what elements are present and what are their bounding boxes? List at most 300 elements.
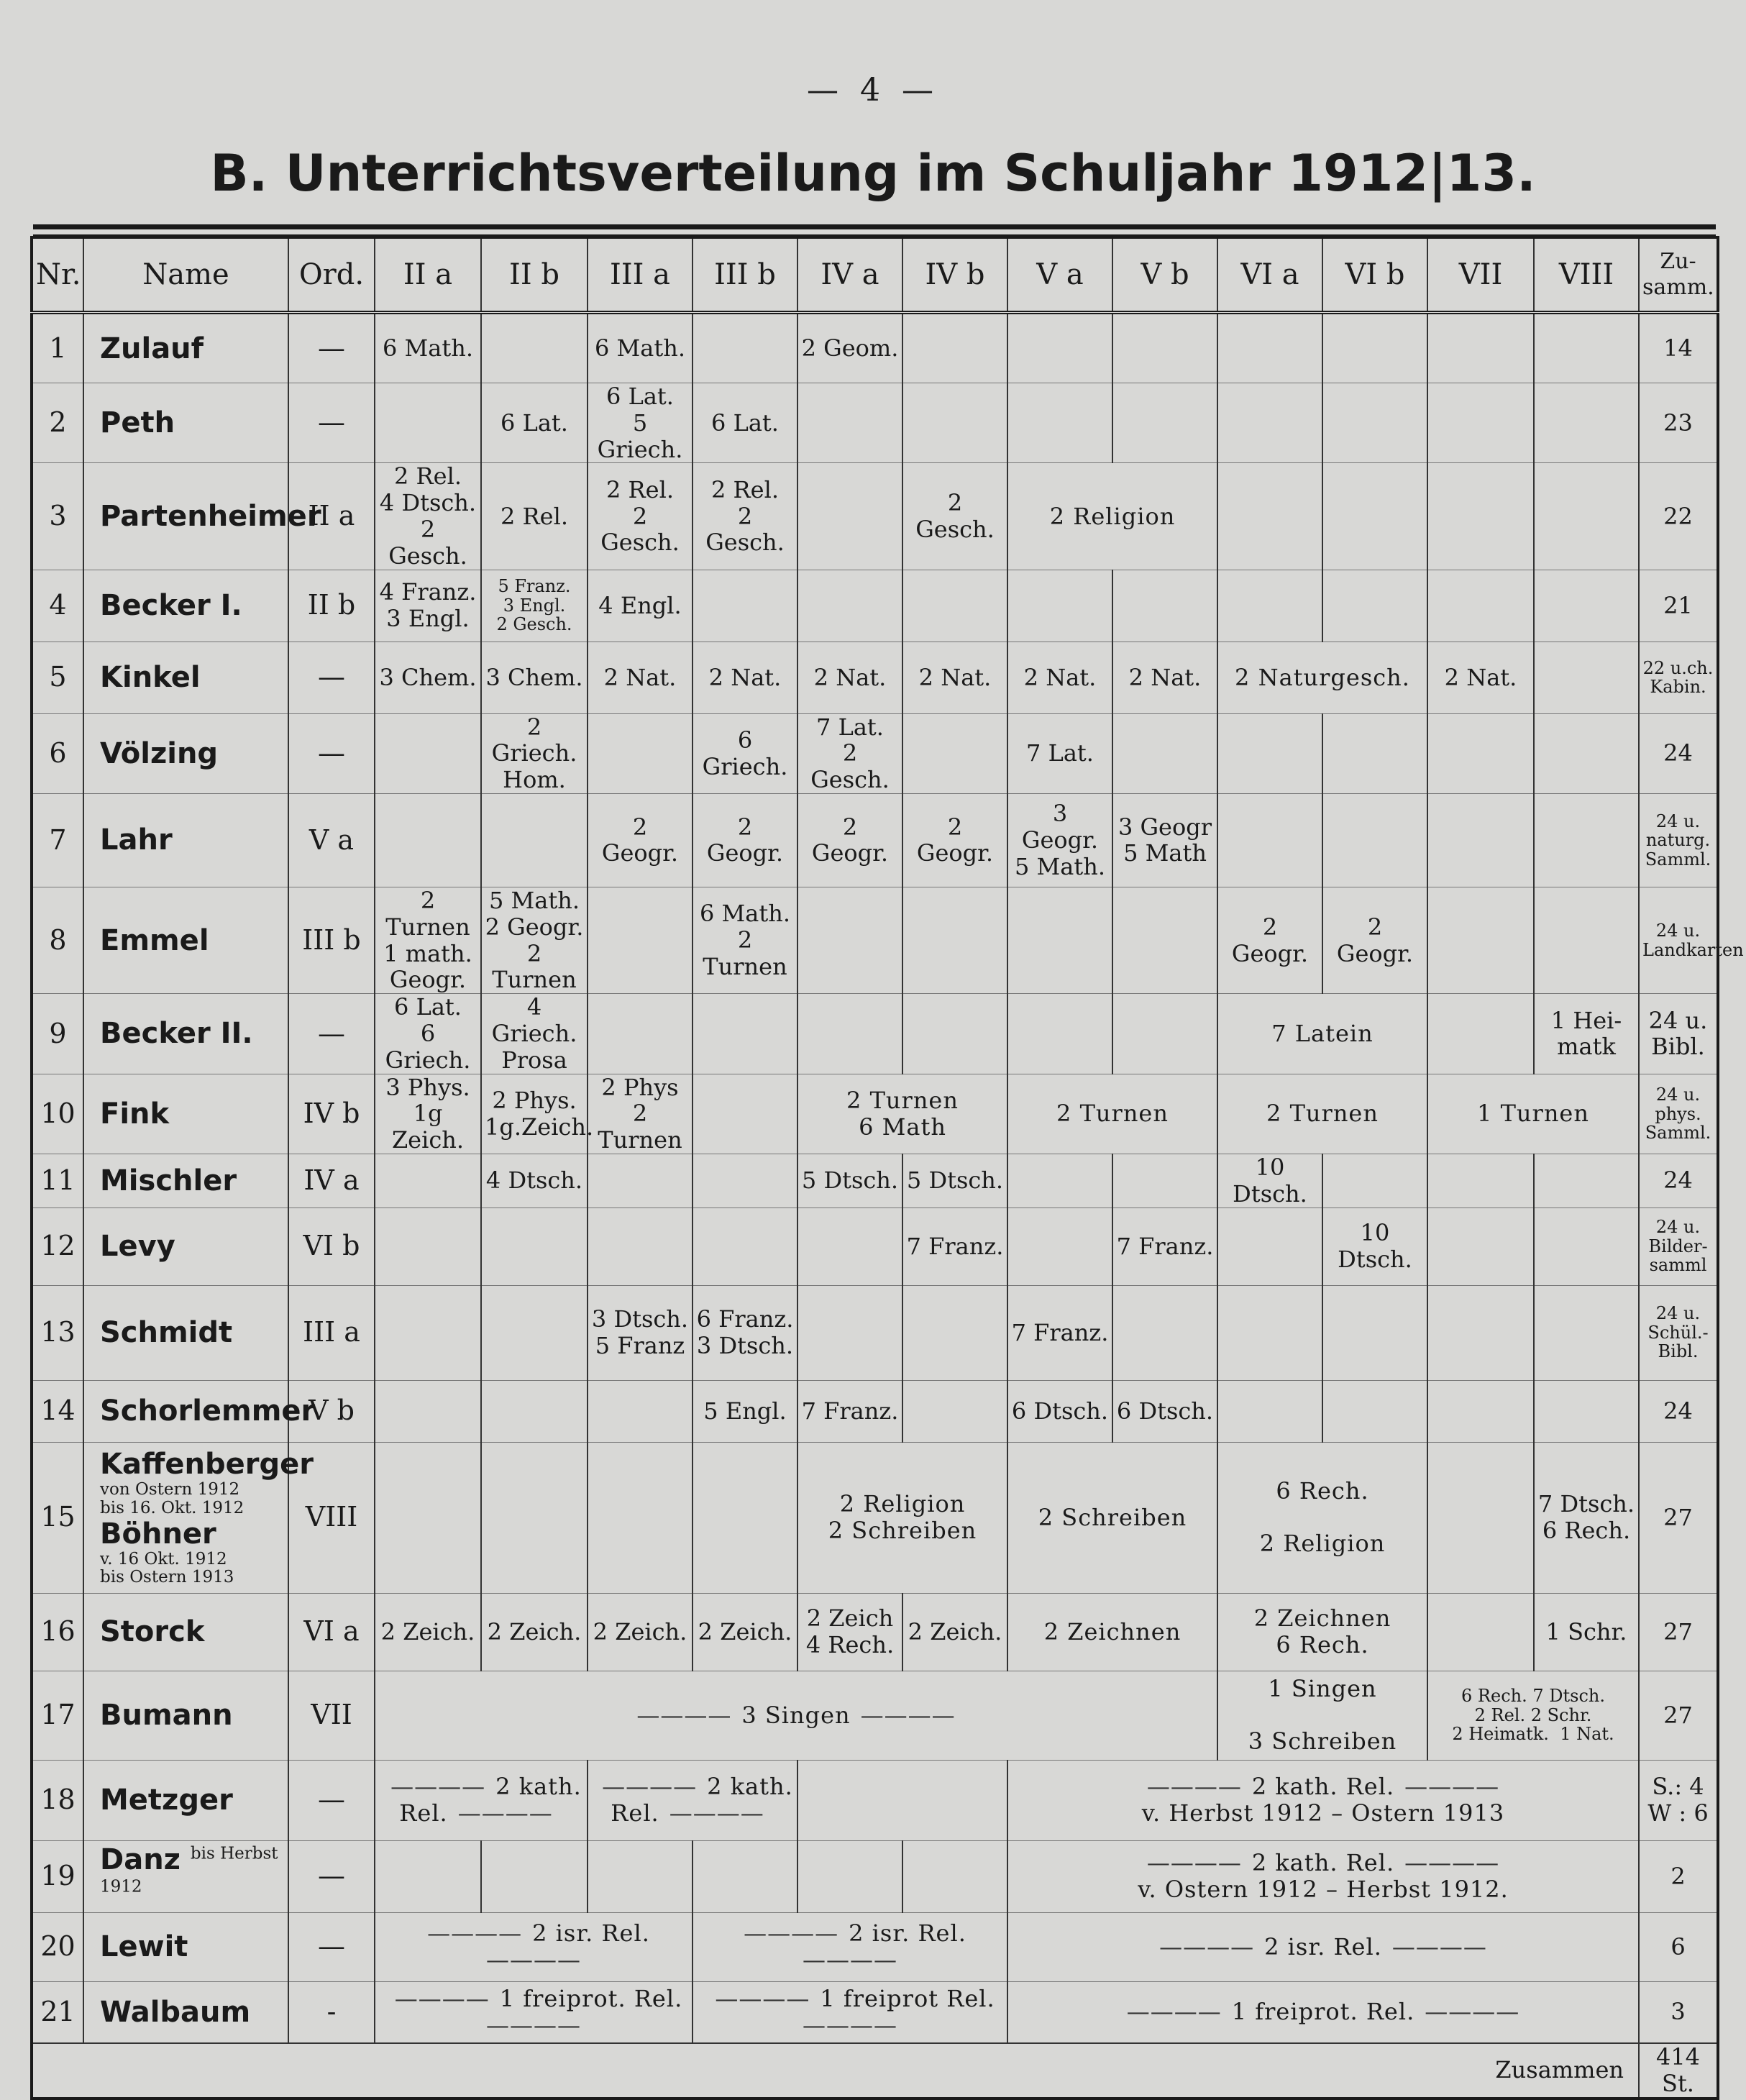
lesson-line: ———— 2 kath. Rel. ————	[1137, 1849, 1509, 1876]
lesson-cell-span: 2 Schreiben	[1007, 1442, 1217, 1593]
lesson-line: 2 Turnen	[846, 1086, 959, 1114]
lesson-cell: 10 Dtsch.	[1217, 1154, 1322, 1208]
lesson-cell	[375, 887, 481, 993]
lesson-cell	[375, 570, 481, 642]
lesson-line: 2 Phys	[601, 1073, 679, 1101]
row-total: 6	[1639, 1912, 1718, 1981]
lesson-cell-span	[1007, 1840, 1639, 1912]
lesson-line: Prosa	[501, 1046, 567, 1074]
lesson-line: 2 Rel.	[711, 475, 779, 503]
lesson-cell: 6 Math.	[588, 313, 693, 383]
lesson-line: 6 Lat.	[606, 383, 674, 410]
teacher-name: Lewit	[83, 1912, 288, 1981]
lesson-line: 3 Phys.	[385, 1073, 470, 1101]
lesson-cell: 2 Geogr.	[797, 793, 902, 887]
page-number: — 4 —	[807, 72, 939, 109]
lesson-cell	[693, 313, 797, 383]
lesson-cell: 2 Gesch.	[902, 463, 1007, 570]
row-nr: 3	[32, 463, 83, 570]
lesson-line: ———— 1 freiprot. Rel. ————	[1117, 1998, 1530, 2025]
teacher-name: Böhner	[100, 1517, 216, 1551]
lesson-cell-span	[375, 1760, 588, 1840]
row-ord: II a	[288, 463, 375, 570]
row-total	[1639, 887, 1744, 993]
lesson-line: 4 Griech.	[491, 993, 577, 1047]
row-ord: V a	[288, 793, 375, 887]
header-name: Name	[83, 237, 288, 313]
header-class: IV a	[797, 237, 902, 313]
lesson-cell	[1534, 994, 1639, 1074]
lesson-cell: 6 Lat.	[481, 383, 588, 463]
lesson-cell	[588, 1074, 693, 1154]
lesson-cell: 2 Zeich.	[693, 1593, 797, 1671]
lesson-cell	[797, 713, 902, 793]
row-total: 27	[1639, 1442, 1718, 1593]
row-total	[1639, 1074, 1718, 1154]
lesson-line: v. Ostern 1912 – Herbst 1912.	[1138, 1876, 1509, 1904]
name-period: bis 16. Okt. 1912	[100, 1498, 244, 1517]
lesson-line: 1 math.	[383, 939, 472, 967]
lesson-line: 3 Dtsch.	[696, 1332, 794, 1360]
name-period-line: bis Herbst	[190, 1844, 278, 1863]
row-total	[1639, 994, 1718, 1074]
total-line: W : 6	[1647, 1799, 1709, 1827]
lesson-cell	[481, 313, 588, 383]
lesson-line: 2 Rel.	[606, 475, 674, 503]
teacher-name	[83, 1840, 288, 1912]
lesson-line: 2 Gesch.	[600, 502, 680, 557]
row-total: 22	[1639, 463, 1718, 570]
lesson-line: 6 Lat.	[394, 993, 462, 1021]
lesson-cell	[375, 1074, 481, 1154]
schedule-table	[30, 236, 1744, 2100]
lesson-cell: 2 Nat.	[588, 642, 693, 713]
lesson-line: 2 Religion	[1259, 1530, 1386, 1558]
teacher-name: Peth	[83, 383, 288, 463]
total-line: 24 u.	[1655, 811, 1701, 831]
table-row	[32, 1671, 1718, 1760]
header-class: IV b	[902, 237, 1007, 313]
lesson-cell-span: 2 Zeichnen	[1007, 1593, 1217, 1671]
row-nr: 11	[32, 1154, 83, 1208]
lesson-cell: 2 Zeich.	[902, 1593, 1007, 1671]
lesson-line: 6 Franz.	[696, 1305, 794, 1333]
row-nr: 2	[32, 383, 83, 463]
row-ord: III a	[288, 1285, 375, 1380]
lesson-cell: 2 Nat.	[1007, 642, 1112, 713]
lesson-cell-span: 7 Latein	[1217, 994, 1427, 1074]
row-ord: VI b	[288, 1208, 375, 1285]
lesson-line: 2 Rel.	[394, 462, 462, 490]
total-line: Samml.	[1645, 1122, 1711, 1143]
header-class: III b	[693, 237, 797, 313]
total-line: 24 u.	[1655, 1217, 1701, 1238]
header-class: II b	[481, 237, 588, 313]
row-ord: IV a	[288, 1154, 375, 1208]
lesson-line: 3 Dtsch.	[591, 1305, 689, 1333]
lesson-line: matk	[1557, 1033, 1616, 1061]
lesson-cell-span: 2 Naturgesch.	[1217, 642, 1427, 713]
lesson-line: 2 Turnen	[385, 886, 470, 941]
lesson-cell-span	[1217, 1671, 1427, 1760]
row-total: 27	[1639, 1593, 1718, 1671]
lesson-cell-span	[375, 1912, 693, 1981]
lesson-line: 2 Turnen	[703, 926, 787, 980]
lesson-cell: 6 Math.	[375, 313, 481, 383]
row-total: 21	[1639, 570, 1718, 642]
row-total	[1639, 1760, 1718, 1840]
lesson-cell-span: 1 Turnen	[1427, 1074, 1639, 1154]
teacher-name: Fink	[83, 1074, 288, 1154]
row-nr: 14	[32, 1380, 83, 1442]
lesson-cell-span	[797, 1442, 1007, 1593]
table-row	[32, 1760, 1718, 1840]
lesson-cell-span	[1007, 1981, 1639, 2043]
name-period: von Ostern 1912	[100, 1480, 240, 1499]
lesson-line: 2 Zeich	[806, 1604, 894, 1633]
teacher-name: Kaffenberger	[100, 1448, 314, 1482]
lesson-line: 2 Zeichnen	[1253, 1604, 1391, 1633]
total-line: Bibl.	[1658, 1341, 1699, 1362]
teacher-name: Schorlemmer	[83, 1380, 288, 1442]
lesson-cell: 5 Engl.	[693, 1380, 797, 1442]
lesson-line: 1g Zeich.	[391, 1100, 465, 1154]
lesson-cell	[481, 1074, 594, 1154]
row-ord: —	[288, 313, 375, 383]
lesson-line: ———— 3 Singen ————	[626, 1702, 965, 1729]
lesson-line: 6 Griech.	[385, 1019, 471, 1074]
lesson-cell: 2 Geogr.	[588, 793, 693, 887]
lesson-cell: 6 Lat.	[693, 383, 797, 463]
total-line: phys.	[1655, 1103, 1701, 1124]
table-row	[32, 570, 1718, 642]
total-line: samml	[1649, 1255, 1707, 1276]
teacher-name: Emmel	[83, 887, 288, 993]
teacher-name: Becker II.	[83, 994, 288, 1074]
lesson-line: 2 Gesch.	[810, 739, 890, 794]
lesson-line: 4 Rech.	[805, 1631, 895, 1659]
teacher-name: Kinkel	[83, 642, 288, 713]
lesson-line: 4 Franz.	[379, 578, 477, 606]
total-line: Samml.	[1645, 849, 1711, 869]
row-ord: II b	[288, 570, 375, 642]
teacher-name: Storck	[83, 1593, 288, 1671]
lesson-line: 5 Math	[1123, 839, 1207, 867]
lesson-cell	[1007, 793, 1112, 887]
lesson-cell-span	[1007, 1912, 1639, 1981]
table-row	[32, 463, 1718, 570]
lesson-line: ———— 2 isr. Rel. ————	[1149, 1933, 1497, 1960]
header-row	[32, 237, 1718, 313]
lesson-cell	[375, 994, 481, 1074]
lesson-line: 2 Religion	[839, 1490, 966, 1518]
lesson-cell: 2 Rel.	[481, 463, 588, 570]
table-row	[32, 1208, 1718, 1285]
table-row	[32, 1154, 1718, 1208]
lesson-cell: 6 Dtsch.	[1007, 1380, 1112, 1442]
lesson-cell-span: 2 Turnen	[1007, 1074, 1217, 1154]
row-ord: —	[288, 1840, 375, 1912]
row-total: 3	[1639, 1981, 1718, 2043]
header-class: V a	[1007, 237, 1112, 313]
lesson-line: 7 Lat.	[816, 713, 884, 741]
lesson-cell-span	[1007, 1760, 1639, 1840]
lesson-line: 3 Geogr	[1117, 813, 1212, 841]
header-nr: Nr.	[32, 237, 83, 313]
lesson-line: ———— 2 kath. Rel. ————	[1137, 1773, 1509, 1800]
row-total: 24	[1639, 713, 1718, 793]
row-nr: 1	[32, 313, 83, 383]
header-total-line2: samm.	[1642, 275, 1714, 300]
lesson-cell	[693, 1285, 797, 1380]
lesson-line: 6 Math	[859, 1113, 946, 1141]
lesson-cell-span	[693, 1912, 1007, 1981]
row-nr: 12	[32, 1208, 83, 1285]
total-line: Kabin.	[1650, 677, 1706, 698]
grand-total: 414 St.	[1639, 2043, 1718, 2099]
header-class: VII	[1427, 237, 1534, 313]
lesson-note: 1 Nat.	[1560, 1724, 1614, 1745]
name-period: v. 16 Okt. 1912	[100, 1550, 227, 1569]
lesson-cell: 2 Nat.	[797, 642, 902, 713]
lesson-cell	[797, 1593, 902, 1671]
lesson-line: 5 Franz.	[498, 576, 571, 597]
teacher-name: Mischler	[83, 1154, 288, 1208]
total-line: Schül.-	[1647, 1322, 1709, 1343]
total-line: 22 u.ch.	[1642, 657, 1714, 678]
lesson-line: 6 Rech.	[1276, 1476, 1369, 1505]
header-class: III a	[588, 237, 693, 313]
header-total-line1: Zu-	[1660, 249, 1696, 274]
lesson-cell-span	[588, 1760, 797, 1840]
table-row	[32, 1285, 1718, 1380]
lesson-cell: 2 Geogr.	[1217, 887, 1322, 993]
total-line: S.: 4	[1652, 1773, 1704, 1801]
lesson-line: ———— 2 isr. Rel. ————	[417, 1919, 650, 1973]
lesson-cell: 7 Franz.	[797, 1380, 902, 1442]
lesson-cell: 2 Geogr.	[902, 793, 1007, 887]
row-ord: —	[288, 642, 375, 713]
lesson-cell: 3 Chem.	[375, 642, 481, 713]
lesson-cell-span	[1427, 1671, 1639, 1760]
teacher-name: Zulauf	[83, 313, 288, 383]
lesson-line: 3 Schreiben	[1248, 1727, 1397, 1756]
lesson-cell: 10 Dtsch.	[1322, 1208, 1427, 1285]
lesson-cell: 5 Dtsch.	[797, 1154, 902, 1208]
teacher-name: Lahr	[83, 793, 288, 887]
row-ord: III b	[288, 887, 375, 993]
lesson-line: 5 Griech.	[597, 408, 683, 463]
lesson-line: 2 Geogr.	[485, 913, 584, 941]
teacher-name: Becker I.	[83, 570, 288, 642]
table-row	[32, 994, 1718, 1074]
table-row	[32, 1593, 1718, 1671]
lesson-line: 2 Gesch.	[388, 515, 467, 570]
page-title: B. Unterrichtsverteilung im Schuljahr 1912|13.	[210, 144, 1536, 203]
teacher-name: Metzger	[83, 1760, 288, 1840]
total-line: 24 u.	[1648, 1006, 1708, 1034]
lesson-cell	[1534, 1442, 1639, 1593]
lesson-line: 2 Heimatk.	[1452, 1724, 1549, 1745]
row-total: 2	[1639, 1840, 1718, 1912]
top-rule	[33, 224, 1716, 229]
row-total: 27	[1639, 1671, 1718, 1760]
row-nr: 16	[32, 1593, 83, 1671]
lesson-cell: 2 Zeich.	[481, 1593, 588, 1671]
total-line: 24 u.	[1655, 1085, 1701, 1105]
lesson-line: 7 Dtsch.	[1537, 1490, 1635, 1518]
row-total: 24	[1639, 1380, 1718, 1442]
row-nr: 4	[32, 570, 83, 642]
row-nr: 21	[32, 1981, 83, 2043]
lesson-line: 6 Rech.	[1542, 1517, 1631, 1545]
lesson-cell	[588, 383, 693, 463]
row-nr: 13	[32, 1285, 83, 1380]
lesson-cell: 2 Nat.	[1427, 642, 1534, 713]
lesson-line: 5 Math.	[1014, 852, 1105, 880]
lesson-line: 2 Rel. 2 Schr.	[1474, 1704, 1592, 1725]
table-row	[32, 887, 1718, 993]
row-total	[1639, 793, 1718, 887]
table-row	[32, 313, 1718, 383]
lesson-cell: 7 Franz.	[1007, 1285, 1112, 1380]
lesson-line: v. Herbst 1912 – Ostern 1913	[1141, 1799, 1505, 1827]
lesson-cell-span: 2 Religion	[1007, 463, 1217, 570]
lesson-line: 2 Gesch.	[496, 614, 572, 635]
row-nr: 8	[32, 887, 83, 993]
row-ord: —	[288, 713, 375, 793]
lesson-line: 3 Geogr.	[1021, 800, 1099, 854]
lesson-cell-span	[375, 1671, 1217, 1760]
lesson-line: 5 Math.	[488, 886, 580, 914]
total-line: 24 u.	[1655, 1303, 1701, 1324]
table-row	[32, 1840, 1718, 1912]
row-nr: 18	[32, 1760, 83, 1840]
row-nr: 10	[32, 1074, 83, 1154]
row-total: 23	[1639, 383, 1718, 463]
header-ord: Ord.	[288, 237, 375, 313]
lesson-cell: 7 Lat.	[1007, 713, 1112, 793]
table-row	[32, 1442, 1718, 1593]
table-row	[32, 1074, 1718, 1154]
row-ord: —	[288, 1760, 375, 1840]
table-row	[32, 713, 1718, 793]
header-total	[1639, 237, 1718, 313]
header-class: II a	[375, 237, 481, 313]
lesson-line: 5 Franz	[595, 1332, 685, 1360]
lesson-line: Geogr.	[389, 966, 467, 994]
total-line: naturg.	[1645, 830, 1711, 851]
lesson-cell: 1 Schr.	[1534, 1593, 1639, 1671]
lesson-cell: 2 Geogr.	[1322, 887, 1427, 993]
lesson-cell: 2 Geom.	[797, 313, 902, 383]
row-nr: 15	[32, 1442, 83, 1593]
lesson-cell	[375, 463, 481, 570]
lesson-line: ———— 2 kath. Rel. ————	[380, 1773, 582, 1827]
lesson-cell: 2 Nat.	[1112, 642, 1217, 713]
lesson-line: 2 Turnen	[492, 939, 577, 994]
lesson-cell: 2 Nat.	[693, 642, 797, 713]
row-ord: —	[288, 1912, 375, 1981]
row-ord: V b	[288, 1380, 375, 1442]
row-ord: —	[288, 994, 375, 1074]
row-total: 14	[1639, 313, 1718, 383]
row-nr: 6	[32, 713, 83, 793]
row-nr: 9	[32, 994, 83, 1074]
lesson-cell: 2 Geogr.	[693, 793, 797, 887]
row-total	[1639, 642, 1718, 713]
table-row	[32, 642, 1718, 713]
lesson-cell: 4 Dtsch.	[481, 1154, 588, 1208]
lesson-line: 6 Rech.	[1276, 1631, 1369, 1659]
row-total	[1639, 1208, 1718, 1285]
row-nr: 19	[32, 1840, 83, 1912]
lesson-cell	[588, 463, 693, 570]
row-nr: 17	[32, 1671, 83, 1760]
lesson-line: 2 Phys.	[492, 1086, 577, 1114]
row-nr: 5	[32, 642, 83, 713]
lesson-line: ———— 1 freiprot Rel. ————	[705, 1985, 995, 2039]
lesson-cell: 2 Zeich.	[588, 1593, 693, 1671]
lesson-cell	[481, 887, 588, 993]
lesson-line: 4 Dtsch.	[379, 489, 477, 517]
lesson-line: 1 Hei-	[1550, 1006, 1622, 1034]
lesson-cell	[481, 570, 588, 642]
lesson-cell-span: 2 Turnen	[1217, 1074, 1427, 1154]
total-line: Bibl.	[1651, 1033, 1705, 1061]
lesson-cell	[693, 887, 797, 993]
row-ord: -	[288, 1981, 375, 2043]
table-row	[32, 1981, 1718, 2043]
table-row	[32, 1912, 1718, 1981]
teacher-name: Walbaum	[83, 1981, 288, 2043]
row-ord: IV b	[288, 1074, 375, 1154]
lesson-cell: 7 Franz.	[1112, 1208, 1217, 1285]
teacher-name-pair	[83, 1442, 314, 1593]
row-ord: —	[288, 383, 375, 463]
lesson-line: Hom.	[503, 766, 566, 794]
lesson-cell	[693, 463, 797, 570]
lesson-line: 2 Gesch.	[705, 502, 785, 557]
lesson-line: 1g.Zeich.	[485, 1113, 594, 1141]
lesson-cell: 5 Dtsch.	[902, 1154, 1007, 1208]
lesson-cell: 2 Nat.	[902, 642, 1007, 713]
total-line: 24 u.	[1655, 921, 1701, 941]
teacher-name-text: Danz	[100, 1843, 180, 1877]
teacher-name: Levy	[83, 1208, 288, 1285]
header-class: VIII	[1534, 237, 1639, 313]
total-label: Zusammen	[32, 2043, 1639, 2099]
lesson-cell: 4 Engl.	[588, 570, 693, 642]
lesson-cell: 7 Franz.	[902, 1208, 1007, 1285]
row-ord: VI a	[288, 1593, 375, 1671]
lesson-cell-span	[797, 1074, 1007, 1154]
name-period: bis Ostern 1913	[100, 1568, 234, 1587]
lesson-cell	[588, 1285, 693, 1380]
table-row	[32, 793, 1718, 887]
lesson-line: 3 Engl.	[386, 605, 470, 633]
lesson-cell	[481, 713, 588, 793]
lesson-line: 6 Math.	[699, 900, 790, 928]
header-class: VI a	[1217, 237, 1322, 313]
teacher-name: Partenheimer	[83, 463, 288, 570]
table-row	[32, 383, 1718, 463]
lesson-line: 2 Griech.	[491, 713, 577, 767]
lesson-line: 3 Engl.	[503, 595, 566, 616]
lesson-line: 6 Rech. 7 Dtsch.	[1461, 1686, 1605, 1707]
lesson-line: 2 Turnen	[598, 1100, 682, 1154]
lesson-line: ———— 2 kath. Rel. ————	[592, 1773, 793, 1827]
